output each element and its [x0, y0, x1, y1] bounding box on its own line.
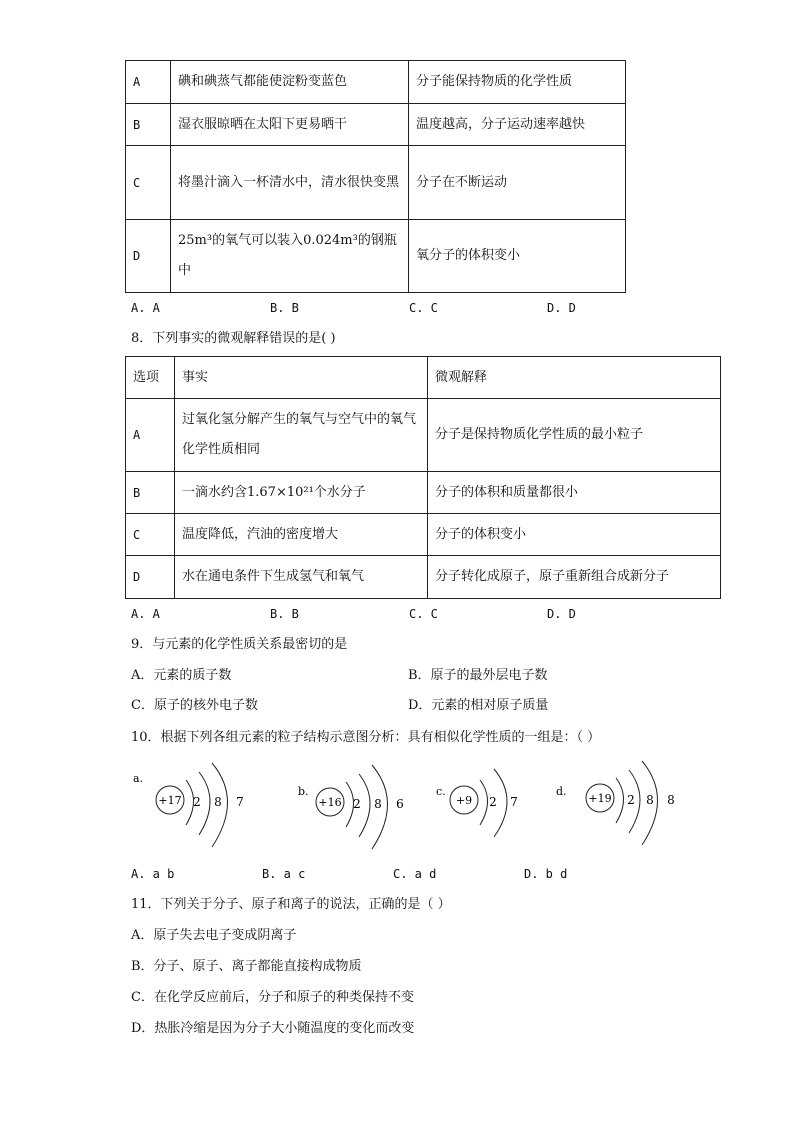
diagram-letter: b. — [298, 785, 309, 798]
q9-option-c[interactable]: C．原子的核外电子数 — [131, 698, 258, 713]
q9-option-b[interactable]: B．原子的最外层电子数 — [408, 668, 548, 683]
option-c[interactable]: C. a d — [393, 867, 437, 881]
q7-table — [125, 60, 626, 293]
nucleus-charge: +19 — [588, 792, 612, 805]
explain-cell: 分子能保持物质的化学性质 — [409, 61, 626, 104]
electron-shell — [480, 780, 488, 825]
option-d[interactable]: D. D — [547, 301, 576, 315]
option-b[interactable]: B. B — [270, 607, 299, 621]
nucleus-charge: +9 — [455, 794, 473, 807]
option-a[interactable]: A. a b — [131, 867, 175, 881]
shell-electrons: 2 — [627, 793, 635, 807]
table-row — [126, 472, 721, 514]
table-row — [126, 399, 721, 472]
table-row — [126, 514, 721, 556]
atom-diagram-a — [131, 755, 261, 859]
table-row — [126, 61, 626, 104]
diagram-letter: d. — [556, 785, 567, 798]
q11-option-c[interactable]: C．在化学反应前后，分子和原子的种类保持不变 — [131, 990, 414, 1005]
option-a[interactable]: A. A — [131, 607, 160, 621]
diagram-letter: a. — [133, 772, 144, 785]
atom-diagram-c — [434, 755, 544, 859]
fact-cell: 碘和碘蒸气都能使淀粉变蓝色 — [171, 61, 409, 104]
shell-electrons: 6 — [396, 797, 404, 811]
shell-electrons: 8 — [214, 795, 222, 809]
option-label: A — [126, 61, 171, 104]
option-label: C — [126, 146, 171, 220]
fact-cell: 湿衣服晾晒在太阳下更易晒干 — [171, 104, 409, 146]
explain-cell: 分子的体积和质量都很小 — [428, 472, 721, 514]
atom-diagram-b — [296, 755, 426, 859]
option-label: A — [126, 399, 175, 472]
explain-cell: 分子转化成原子，原子重新组合成新分子 — [428, 556, 721, 599]
table-header — [126, 357, 721, 399]
shell-electrons: 8 — [667, 793, 675, 807]
header-explain: 微观解释 — [428, 357, 721, 399]
nucleus-charge: +16 — [318, 796, 342, 809]
option-b[interactable]: B. a c — [262, 867, 306, 881]
explain-cell: 分子的体积变小 — [428, 514, 721, 556]
shell-electrons: 8 — [374, 797, 382, 811]
q8-table — [125, 356, 721, 599]
header-label: 选项 — [126, 357, 175, 399]
q9-stem: 9．与元素的化学性质关系最密切的是 — [131, 637, 348, 652]
option-label: D — [126, 556, 175, 599]
option-a[interactable]: A. A — [131, 301, 160, 315]
q11-stem: 11．下列关于分子、原子和离子的说法，正确的是（ ） — [131, 897, 451, 912]
q11-option-a[interactable]: A．原子失去电子变成阴离子 — [131, 928, 297, 943]
option-label: B — [126, 472, 175, 514]
fact-cell: 过氧化氢分解产生的氧气与空气中的氧气化学性质相同 — [175, 399, 428, 472]
option-b[interactable]: B. B — [270, 301, 299, 315]
electron-shell — [616, 778, 624, 823]
header-fact: 事实 — [175, 357, 428, 399]
option-label: B — [126, 104, 171, 146]
shell-electrons: 8 — [646, 793, 654, 807]
explain-cell: 分子在不断运动 — [409, 146, 626, 220]
explain-cell: 分子是保持物质化学性质的最小粒子 — [428, 399, 721, 472]
option-label: D — [126, 220, 171, 293]
explain-cell: 温度越高，分子运动速率越快 — [409, 104, 626, 146]
shell-electrons: 2 — [193, 795, 201, 809]
shell-electrons: 2 — [353, 797, 361, 811]
table-row — [126, 556, 721, 599]
fact-cell: 水在通电条件下生成氢气和氧气 — [175, 556, 428, 599]
fact-cell: 将墨汁滴入一杯清水中，清水很快变黑 — [171, 146, 409, 220]
fact-cell: 温度降低，汽油的密度增大 — [175, 514, 428, 556]
q11-option-d[interactable]: D．热胀冷缩是因为分子大小随温度的变化而改变 — [131, 1021, 415, 1036]
shell-electrons: 7 — [236, 795, 244, 809]
explain-cell: 氧分子的体积变小 — [409, 220, 626, 293]
fact-cell: 25m³的氧气可以装入0.024m³的钢瓶中 — [171, 220, 409, 293]
q8-stem: 8．下列事实的微观解释错误的是( ) — [131, 331, 336, 346]
option-d[interactable]: D. b d — [524, 867, 568, 881]
q9-option-a[interactable]: A．元素的质子数 — [131, 668, 232, 683]
shell-electrons: 2 — [489, 795, 497, 809]
nucleus-charge: +17 — [158, 794, 182, 807]
table-row — [126, 104, 626, 146]
table-row — [126, 220, 626, 293]
option-label: C — [126, 514, 175, 556]
q11-option-b[interactable]: B．分子、原子、离子都能直接构成物质 — [131, 959, 362, 974]
q10-stem: 10．根据下列各组元素的粒子结构示意图分析：具有相似化学性质的一组是：（ ） — [131, 730, 601, 745]
table-row — [126, 146, 626, 220]
atom-diagram-d — [554, 755, 684, 859]
option-d[interactable]: D. D — [547, 607, 576, 621]
diagram-letter: c. — [436, 785, 446, 798]
shell-electrons: 7 — [510, 795, 518, 809]
option-c[interactable]: C. C — [409, 607, 438, 621]
fact-cell: 一滴水约含1.67×10²¹个水分子 — [175, 472, 428, 514]
q9-option-d[interactable]: D．元素的相对原子质量 — [408, 698, 549, 713]
option-c[interactable]: C. C — [409, 301, 438, 315]
